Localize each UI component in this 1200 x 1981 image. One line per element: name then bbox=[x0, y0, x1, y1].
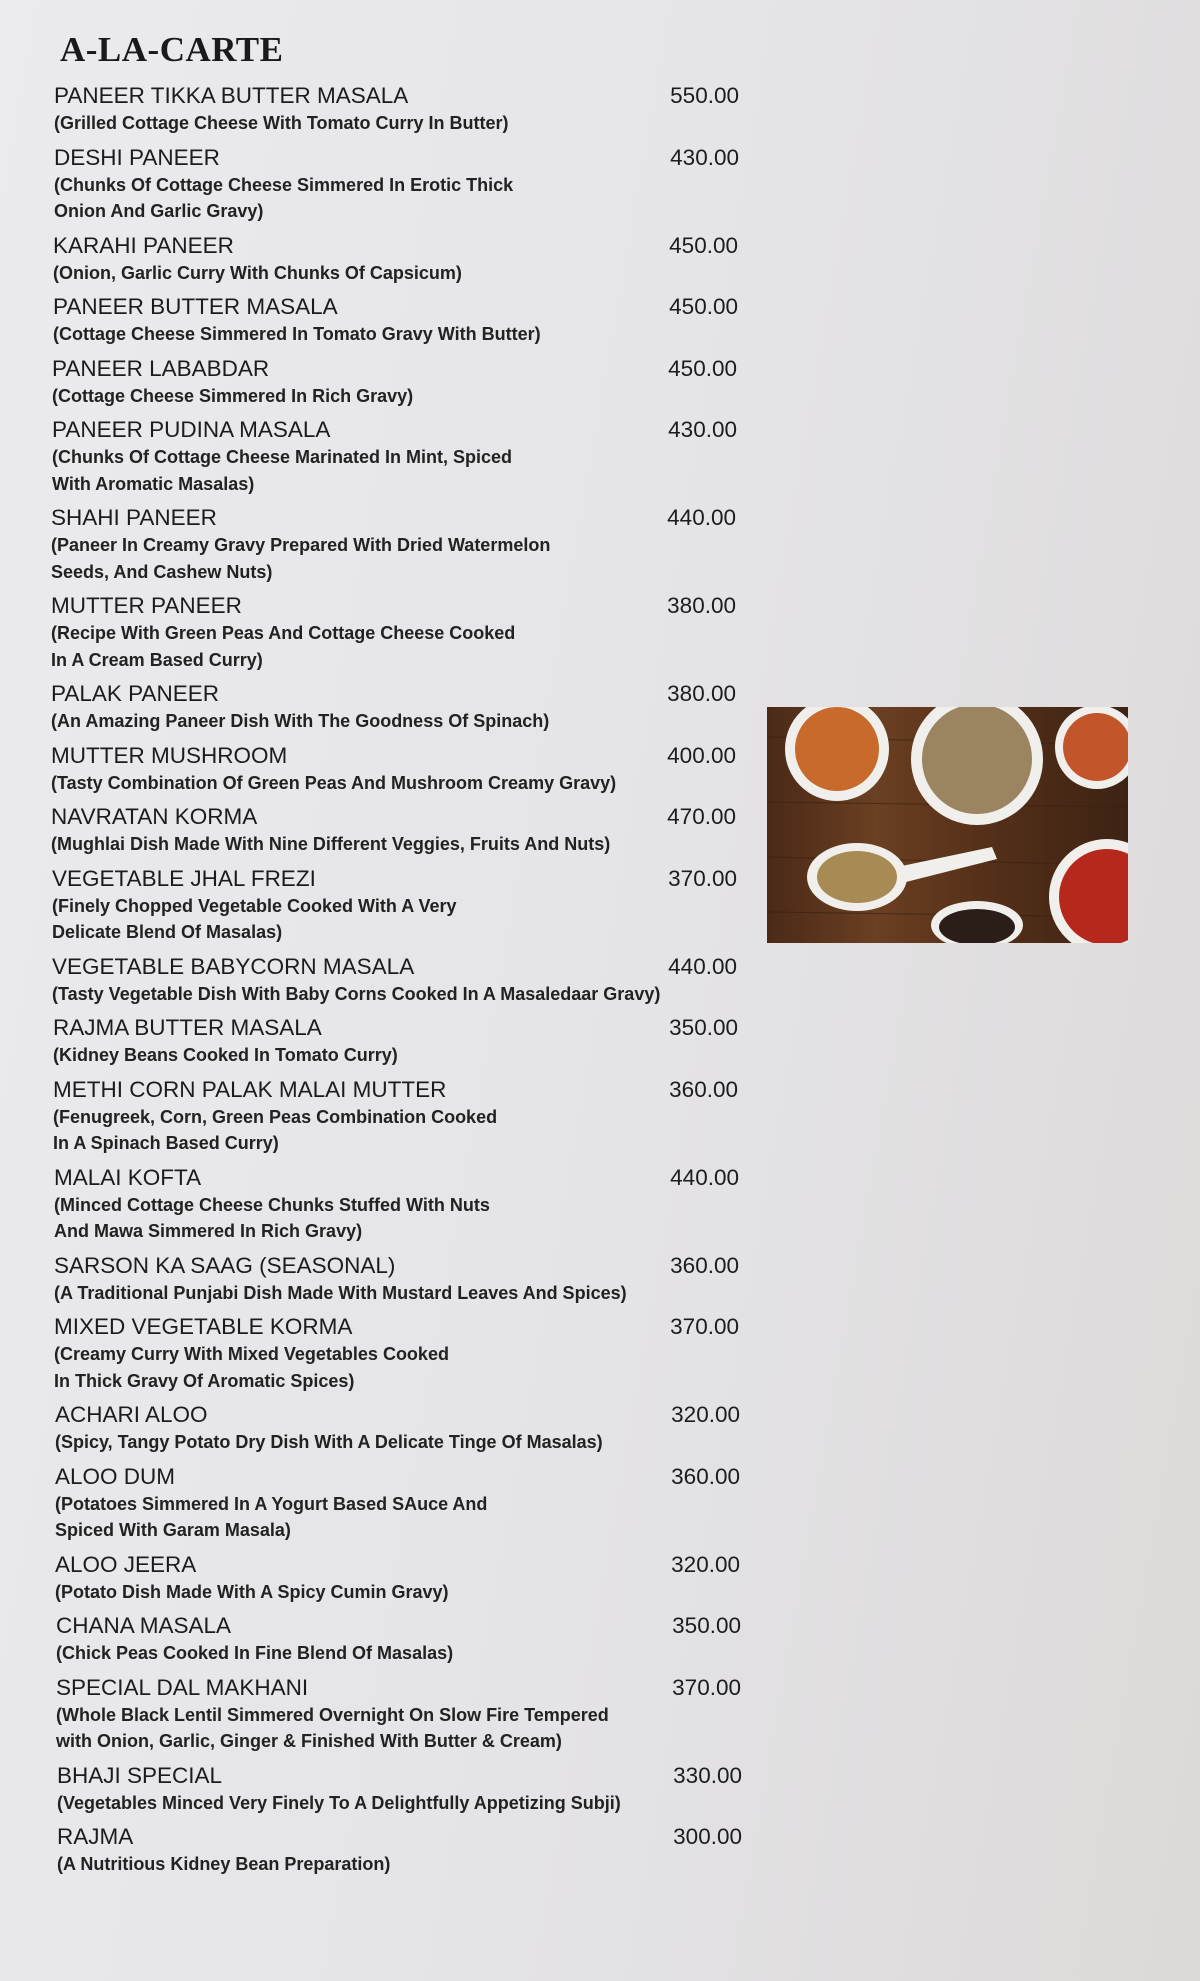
dish-price: 450.00 bbox=[669, 294, 738, 319]
dish-price: 400.00 bbox=[667, 742, 736, 768]
dish-description: (Tasty Vegetable Dish With Baby Corns Cooked In A Masaledaar Gravy) bbox=[52, 983, 661, 1004]
menu-item-header bbox=[51, 680, 736, 708]
dish-price: 370.00 bbox=[670, 1314, 739, 1339]
dish-price: 470.00 bbox=[667, 804, 736, 829]
menu-item bbox=[56, 1612, 756, 1667]
dish-price: 380.00 bbox=[667, 593, 736, 618]
menu-item bbox=[57, 1823, 757, 1878]
menu-item-header bbox=[51, 742, 736, 770]
dish-description: (Fenugreek, Corn, Green Peas Combination Cooked In A Spinach Based Curry) bbox=[53, 1106, 498, 1153]
section-title: A-LA-CARTE bbox=[60, 30, 284, 69]
dish-description: (Minced Cottage Cheese Chunks Stuffed With Nuts And Mawa Simmered In Rich Gravy) bbox=[54, 1194, 490, 1241]
dish-price: 330.00 bbox=[673, 1762, 742, 1788]
dish-name: PANEER TIKKA BUTTER MASALA bbox=[54, 83, 409, 108]
menu-item bbox=[56, 1674, 756, 1755]
menu-item bbox=[54, 144, 754, 225]
dish-price: 370.00 bbox=[672, 1674, 741, 1700]
dish-price: 320.00 bbox=[671, 1402, 740, 1427]
menu-item-header bbox=[53, 293, 738, 321]
dish-price: 350.00 bbox=[672, 1613, 741, 1638]
menu-item-header bbox=[55, 1551, 740, 1579]
dish-description: (Vegetables Minced Very Finely To A Delightfully Appetizing Subji) bbox=[57, 1792, 621, 1813]
dish-name: VEGETABLE JHAL FREZI bbox=[52, 865, 316, 891]
dish-name: DESHI PANEER bbox=[54, 144, 220, 170]
dish-name: MIXED VEGETABLE KORMA bbox=[54, 1314, 353, 1339]
menu-item-header bbox=[52, 865, 737, 893]
dish-name: METHI CORN PALAK MALAI MUTTER bbox=[53, 1076, 447, 1102]
dish-price: 440.00 bbox=[668, 953, 737, 979]
menu-item-header bbox=[53, 1076, 738, 1104]
dish-name: CHANA MASALA bbox=[56, 1613, 232, 1638]
menu-item bbox=[53, 1076, 753, 1157]
menu-item-header bbox=[55, 1401, 740, 1429]
dish-name: KARAHI PANEER bbox=[53, 232, 234, 258]
dish-name: PALAK PANEER bbox=[51, 681, 219, 706]
menu-item-header bbox=[52, 416, 737, 444]
menu-item-header bbox=[54, 144, 739, 172]
dish-price: 550.00 bbox=[670, 83, 739, 108]
dish-price: 430.00 bbox=[668, 417, 737, 442]
dish-name: ACHARI ALOO bbox=[55, 1402, 208, 1427]
menu-item-header bbox=[57, 1762, 742, 1790]
menu-item bbox=[52, 865, 752, 946]
menu-item bbox=[51, 803, 751, 858]
dish-name: ALOO JEERA bbox=[55, 1551, 197, 1577]
dish-description: (Grilled Cottage Cheese With Tomato Curry In Butter) bbox=[54, 113, 509, 133]
dish-description: (Spicy, Tangy Potato Dry Dish With A Delicate Tinge Of Masalas) bbox=[55, 1432, 603, 1452]
dish-description: (Creamy Curry With Mixed Vegetables Cooked In Thick Gravy Of Aromatic Spices) bbox=[54, 1344, 449, 1391]
dish-description: (Potato Dish Made With A Spicy Cumin Gravy) bbox=[55, 1581, 449, 1602]
dish-price: 360.00 bbox=[671, 1463, 740, 1489]
menu-item bbox=[54, 82, 754, 137]
dish-description: (Chunks Of Cottage Cheese Marinated In Mint, Spiced With Aromatic Masalas) bbox=[52, 447, 513, 494]
dish-price: 360.00 bbox=[670, 1252, 739, 1278]
dish-description: (Whole Black Lentil Simmered Overnight On Slow Fire Tempered with Onion, Garlic, Ginger & Finished With Butter & Cream) bbox=[56, 1704, 609, 1751]
menu-item bbox=[51, 680, 751, 735]
dish-name: SARSON KA SAAG (SEASONAL) bbox=[54, 1252, 396, 1278]
menu-item bbox=[57, 1762, 757, 1817]
menu-item-header bbox=[52, 355, 737, 383]
dish-name: MALAI KOFTA bbox=[54, 1164, 202, 1190]
menu-item bbox=[53, 1014, 753, 1069]
dish-description: (Potatoes Simmered In A Yogurt Based SAuce And Spiced With Garam Masala) bbox=[55, 1493, 488, 1540]
dish-name: ALOO DUM bbox=[55, 1463, 176, 1489]
menu-item bbox=[54, 1164, 754, 1245]
dish-price: 440.00 bbox=[670, 1164, 739, 1190]
dish-name: VEGETABLE BABYCORN MASALA bbox=[52, 953, 415, 979]
menu-item-header bbox=[51, 592, 736, 620]
menu-item-header bbox=[55, 1463, 740, 1491]
menu-item-header bbox=[51, 504, 736, 532]
dish-description: (Kidney Beans Cooked In Tomato Curry) bbox=[53, 1045, 398, 1065]
menu-item-header bbox=[56, 1674, 741, 1702]
dish-price: 370.00 bbox=[668, 865, 737, 891]
dish-description: (A Nutritious Kidney Bean Preparation) bbox=[57, 1854, 391, 1874]
dish-name: SHAHI PANEER bbox=[51, 505, 217, 530]
menu-items bbox=[51, 82, 754, 1878]
menu-item bbox=[54, 1252, 754, 1307]
spices-photo bbox=[767, 707, 1128, 943]
menu-item-header bbox=[52, 953, 737, 981]
dish-name: MUTTER PANEER bbox=[51, 593, 242, 618]
menu-item-header bbox=[54, 82, 739, 110]
dish-description: (Chick Peas Cooked In Fine Blend Of Masalas) bbox=[56, 1643, 454, 1663]
dish-description: (Mughlai Dish Made With Nine Different Veggies, Fruits And Nuts) bbox=[51, 834, 611, 854]
dish-price: 350.00 bbox=[669, 1015, 738, 1040]
dish-description: (Paneer In Creamy Gravy Prepared With Dried Watermelon Seeds, And Cashew Nuts) bbox=[51, 535, 551, 582]
dish-price: 450.00 bbox=[668, 355, 737, 381]
menu-item-header bbox=[54, 1252, 739, 1280]
dish-name: RAJMA BUTTER MASALA bbox=[53, 1015, 322, 1040]
menu-list bbox=[51, 30, 754, 1885]
dish-description: (Onion, Garlic Curry With Chunks Of Capsicum) bbox=[53, 262, 462, 283]
dish-description: (An Amazing Paneer Dish With The Goodness Of Spinach) bbox=[51, 711, 550, 731]
dish-name: PANEER PUDINA MASALA bbox=[52, 417, 331, 442]
dish-name: MUTTER MUSHROOM bbox=[51, 742, 288, 768]
dish-name: SPECIAL DAL MAKHANI bbox=[56, 1674, 309, 1700]
menu-item bbox=[55, 1401, 755, 1456]
dish-price: 300.00 bbox=[673, 1824, 742, 1849]
dish-description: (Finely Chopped Vegetable Cooked With A Very Delicate Blend Of Masalas) bbox=[52, 895, 457, 942]
menu-item-header bbox=[53, 232, 738, 260]
menu-item bbox=[51, 742, 751, 797]
dish-description: (Recipe With Green Peas And Cottage Cheese Cooked In A Cream Based Curry) bbox=[51, 623, 516, 670]
dish-name: NAVRATAN KORMA bbox=[51, 804, 258, 829]
menu-item bbox=[51, 592, 751, 673]
dish-description: (Cottage Cheese Simmered In Rich Gravy) bbox=[52, 385, 414, 406]
dish-price: 440.00 bbox=[667, 505, 736, 530]
menu-item bbox=[52, 355, 752, 410]
dish-description: (Cottage Cheese Simmered In Tomato Gravy With Butter) bbox=[53, 324, 541, 344]
menu-item-header bbox=[51, 803, 736, 831]
menu-item-header bbox=[54, 1313, 739, 1341]
menu-item-header bbox=[54, 1164, 739, 1192]
menu-item-header bbox=[56, 1612, 741, 1640]
dish-description: (Chunks Of Cottage Cheese Simmered In Erotic Thick Onion And Garlic Gravy) bbox=[54, 174, 514, 221]
dish-price: 380.00 bbox=[667, 681, 736, 706]
dish-price: 450.00 bbox=[669, 232, 738, 258]
menu-item bbox=[53, 293, 753, 348]
menu-item-header bbox=[53, 1014, 738, 1042]
menu-item bbox=[55, 1551, 755, 1606]
menu-item-header bbox=[57, 1823, 742, 1851]
dish-price: 320.00 bbox=[671, 1551, 740, 1577]
menu-item bbox=[54, 1313, 754, 1394]
spices-photo-svg bbox=[767, 707, 1128, 943]
menu-item bbox=[51, 504, 751, 585]
menu-item bbox=[53, 232, 753, 287]
dish-name: BHAJI SPECIAL bbox=[57, 1762, 223, 1788]
dish-name: RAJMA bbox=[57, 1824, 134, 1849]
menu-item bbox=[52, 416, 752, 497]
dish-description: (A Traditional Punjabi Dish Made With Mustard Leaves And Spices) bbox=[54, 1282, 627, 1303]
dish-price: 430.00 bbox=[670, 144, 739, 170]
menu-item bbox=[55, 1463, 755, 1544]
dish-price: 360.00 bbox=[669, 1076, 738, 1102]
menu-item bbox=[52, 953, 752, 1008]
dish-description: (Tasty Combination Of Green Peas And Mushroom Creamy Gravy) bbox=[51, 772, 617, 793]
dish-name: PANEER BUTTER MASALA bbox=[53, 294, 338, 319]
dish-name: PANEER LABABDAR bbox=[52, 355, 270, 381]
